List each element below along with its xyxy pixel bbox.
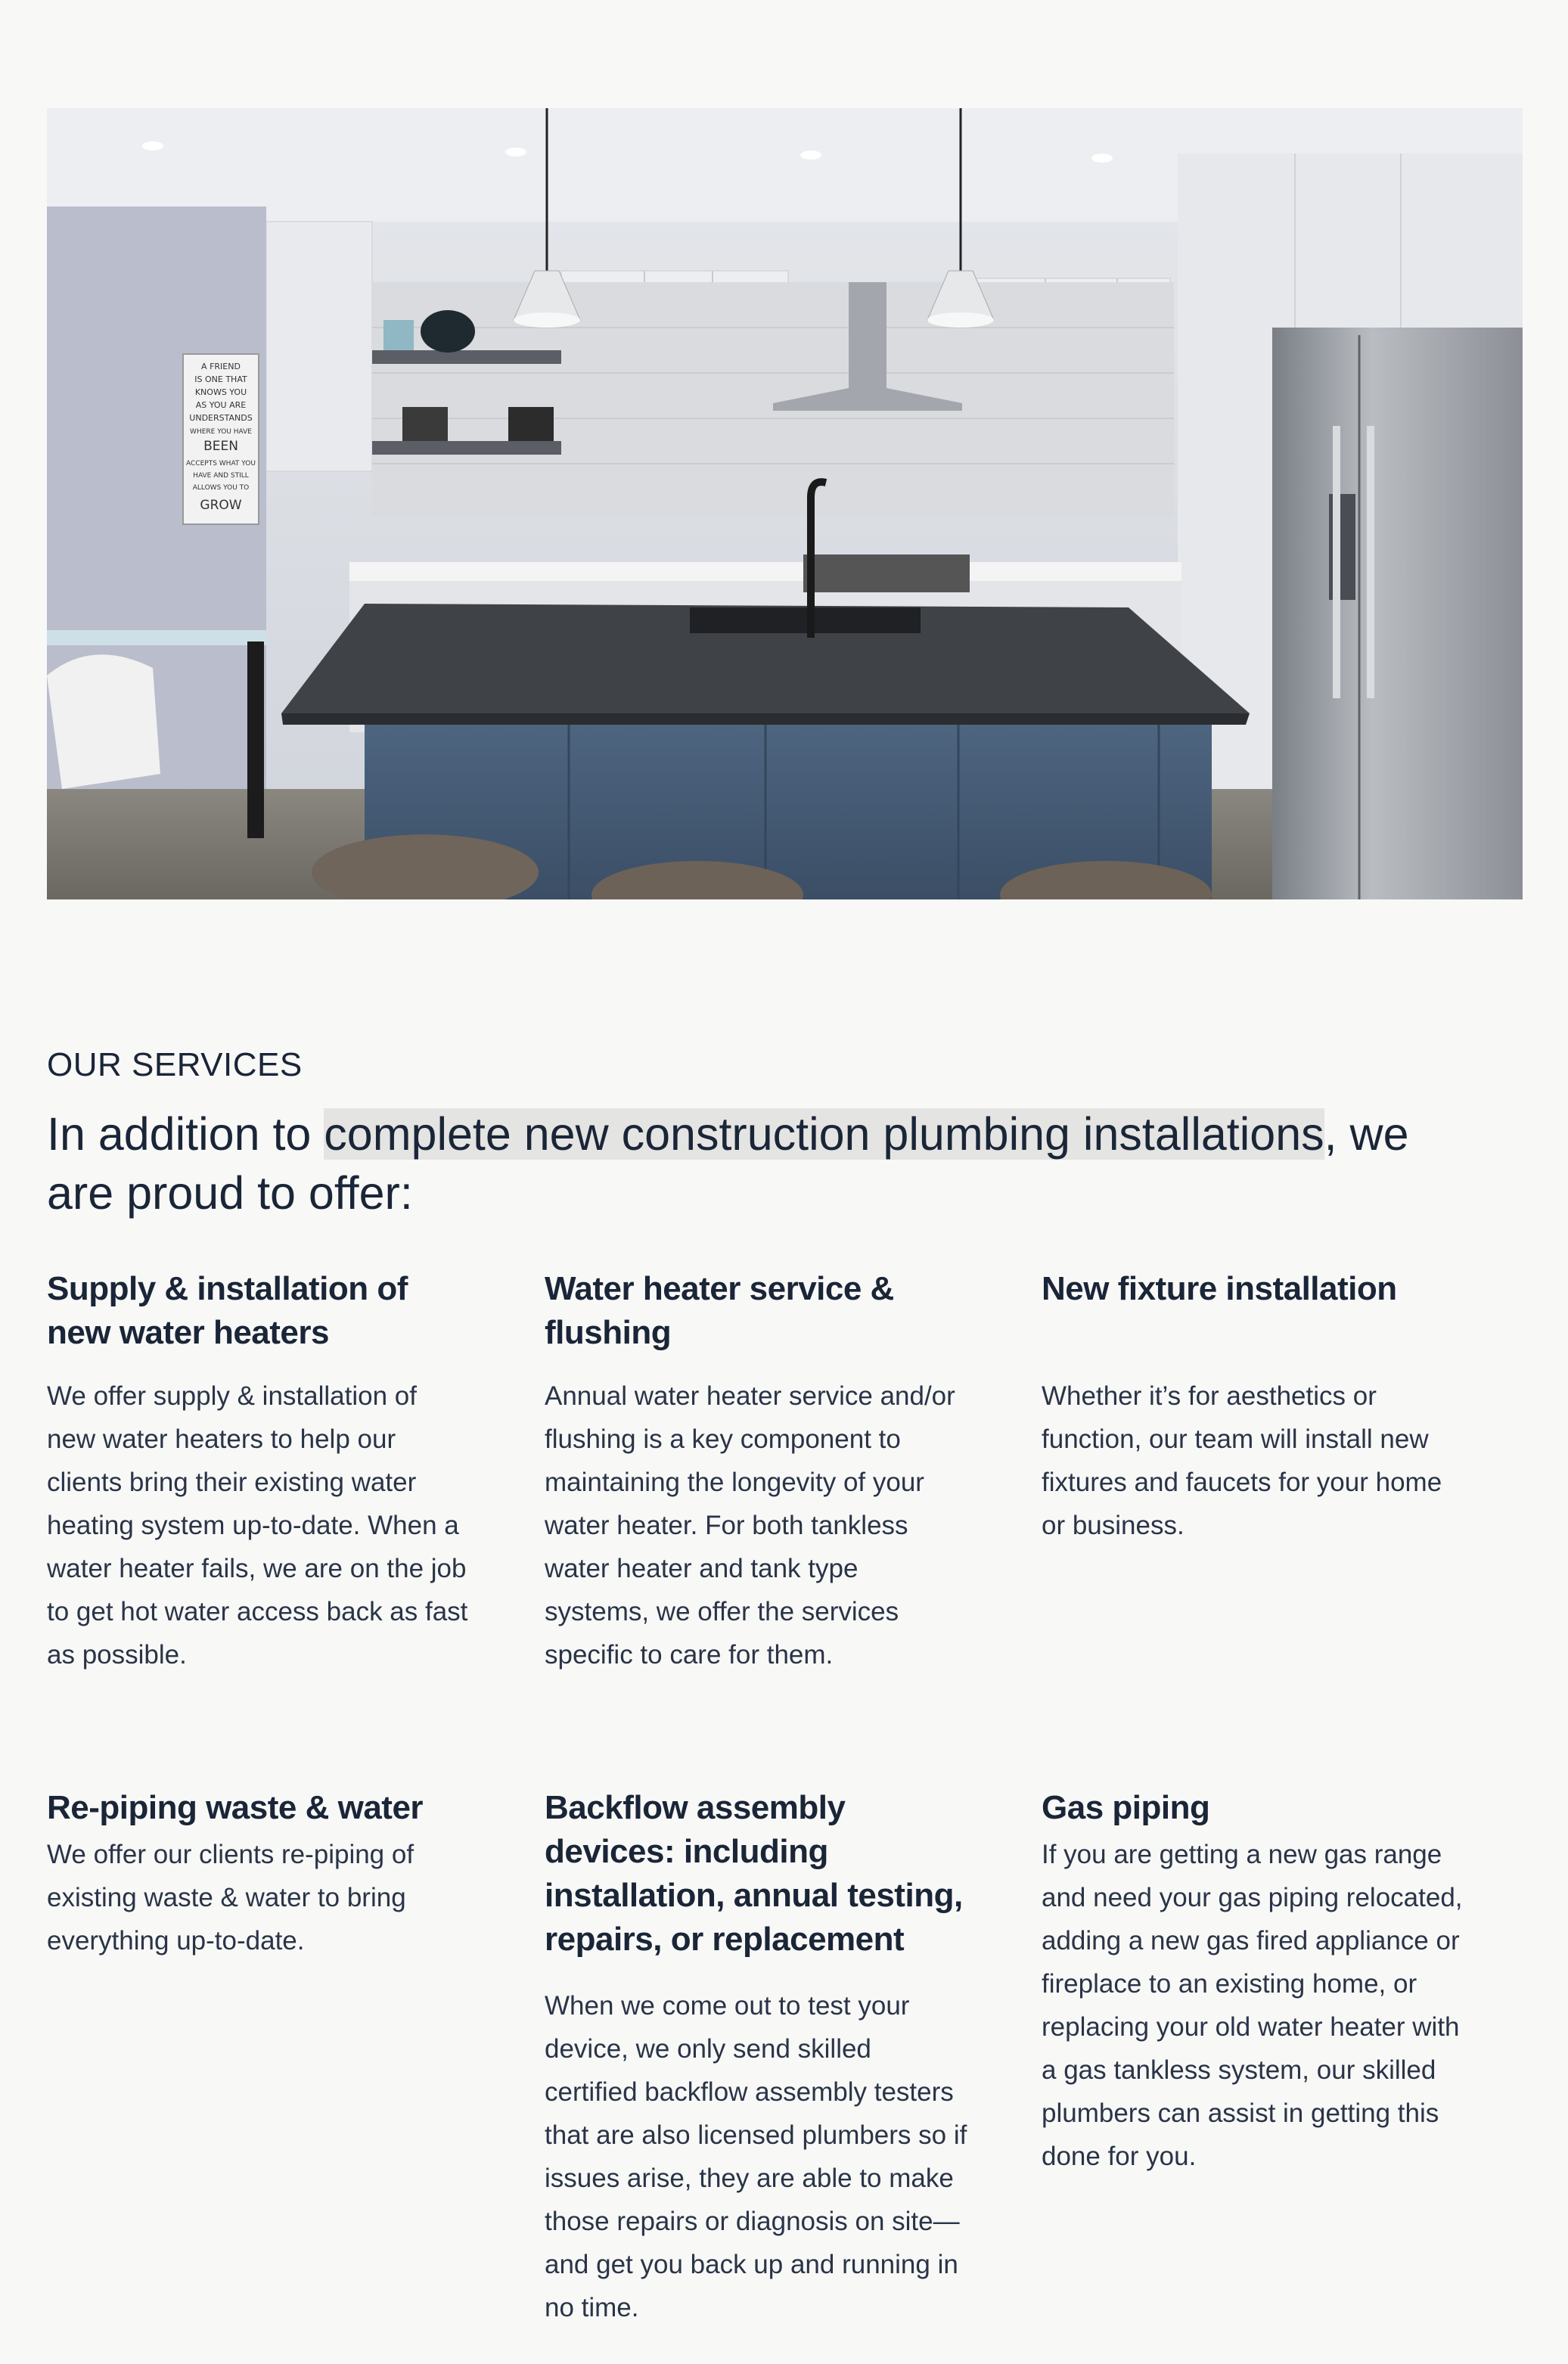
service-title: Water heater service & flushing <box>545 1270 894 1351</box>
service-description: If you are getting a new gas range and need your gas piping relocated, adding a new gas fired appliance or fireplace to an existing home, or replacing your old water heater with a gas tankless system, our skilled plumbers can assist in getting this done for you. <box>1042 1840 1463 2171</box>
service-gas-piping <box>1042 1786 1465 2178</box>
service-backflow <box>545 1786 968 2329</box>
svg-text:KNOWS YOU: KNOWS YOU <box>194 387 247 397</box>
svg-text:AS YOU ARE: AS YOU ARE <box>195 400 247 410</box>
hero-kitchen-image <box>47 108 1523 899</box>
svg-text:WHERE YOU HAVE: WHERE YOU HAVE <box>190 428 252 436</box>
svg-text:HAVE AND STILL: HAVE AND STILL <box>193 472 249 480</box>
kitchen-illustration <box>47 108 1523 899</box>
service-title: Backflow assembly devices: including installation, annual testing, repairs, or replacement <box>545 1789 963 1958</box>
svg-text:ACCEPTS WHAT YOU: ACCEPTS WHAT YOU <box>186 460 256 468</box>
svg-text:A FRIEND: A FRIEND <box>201 362 241 371</box>
service-title: New fixture installation <box>1042 1270 1397 1307</box>
service-title: Re-piping waste & water <box>47 1789 424 1826</box>
service-supply-installation <box>47 1267 470 1676</box>
svg-text:ALLOWS YOU TO: ALLOWS YOU TO <box>192 484 250 492</box>
service-description: Whether it’s for aesthetics or function, our team will install new fixtures and faucets for your home or business. <box>1042 1381 1442 1540</box>
service-title: Supply & installation of new water heaters <box>47 1270 408 1351</box>
services-lead-text <box>47 1104 1424 1222</box>
lead-highlight: complete new construction plumbing installations <box>324 1108 1324 1160</box>
service-description: When we come out to test your device, we only send skilled certified backflow assembly testers that are also licensed plumbers so if issues arise, they are able to make those repairs or diagnosis on site—and get you back up and running in no time. <box>545 1991 967 2322</box>
service-water-heater-flushing <box>545 1267 968 1676</box>
svg-text:UNDERSTANDS: UNDERSTANDS <box>189 413 253 423</box>
lead-text-start: In addition to <box>47 1108 324 1160</box>
lead-text-end: , we are proud to offer: <box>47 1108 1409 1219</box>
service-new-fixture <box>1042 1267 1465 1547</box>
service-re-piping <box>47 1786 470 1962</box>
svg-text:IS ONE THAT: IS ONE THAT <box>194 374 247 384</box>
service-description: We offer supply & installation of new water heaters to help our clients bring their existing water heating system up-to-date. When a water heater fails, we are on the job to get hot water access back as fast as possible. <box>47 1381 468 1670</box>
svg-text:BEEN: BEEN <box>203 439 238 454</box>
section-eyebrow: OUR SERVICES <box>47 1046 303 1083</box>
service-description: Annual water heater service and/or flushing is a key component to maintaining the longevity of your water heater. For both tankless water heater and tank type systems, we offer the services specific to care for them. <box>545 1381 955 1670</box>
service-description: We offer our clients re-piping of existing waste & water to bring everything up-to-date. <box>47 1840 415 1956</box>
svg-text:GROW: GROW <box>200 498 242 513</box>
service-title: Gas piping <box>1042 1789 1210 1826</box>
